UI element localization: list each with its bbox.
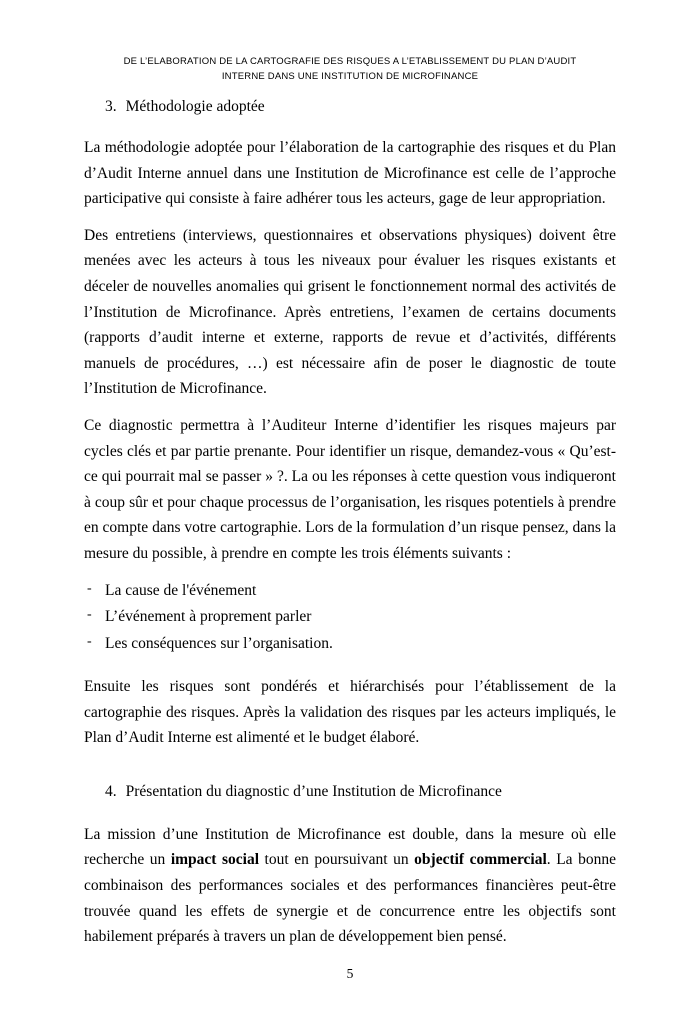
running-header-line-1: DE L’ELABORATION DE LA CARTOGRAFIE DES RISQUES A L’ETABLISSEMENT DU PLAN D’AUDIT <box>123 56 577 67</box>
running-header-line-2: INTERNE DANS UNE INSTITUTION DE MICROFINANCE <box>221 71 479 82</box>
paragraph-entretiens: Des entretiens (interviews, questionnaires et observations physiques) doivent être menées avec les acteurs à tous les niveaux pour évaluer les risques existants et déceler de nouvelles anomalies qui grisent le fonctionnement normal des activités de l’Institution de Microfinance. Après entretiens, l’examen de certains documents (rapports d’audit interne et externe, rapports de revue et d’activités, différents manuels de procédures, …) est nécessaire afin de poser le diagnostic de toute l’Institution de Microfinance. <box>84 226 616 398</box>
paragraph-methodology-intro: La méthodologie adoptée pour l’élaboration de la cartographie des risques et du Plan d’Audit Interne annuel dans une Institution de Microfinance est celle de l’approche participative qui consiste à faire adhérer tous les acteurs, gage de leur appropriation. <box>84 139 616 208</box>
bold-objectif-commercial: objectif commercial <box>414 851 547 869</box>
bold-impact-social: impact social <box>170 851 260 869</box>
risk-elements-list <box>84 578 616 658</box>
section-4-title: Présentation du diagnostic d’une Institution de Microfinance <box>125 782 502 800</box>
paragraph-ponderation: Ensuite les risques sont pondérés et hiérarchisés pour l’établissement de la cartographie des risques. Après la validation des risques par les acteurs impliqués, le Plan d’Audit Interne est alimenté et le budget élaboré. <box>84 678 616 747</box>
list-item <box>84 604 616 631</box>
section-3-heading <box>84 98 616 116</box>
paragraph-diagnostic: Ce diagnostic permettra à l’Auditeur Interne d’identifier les risques majeurs par cycles clés et par partie prenante. Pour identifier un risque, demandez-vous « Qu’est-ce qui pourrait mal se passer » ?. La ou les réponses à cette question vous indiqueront à coup sûr et pour chaque processus de l’organisation, les risques potentiels à prendre en compte dans votre cartographie. Lors de la formulation d’un risque pensez, dans la mesure du possible, à prendre en compte les trois éléments suivants : <box>84 416 616 562</box>
text-run: tout en poursuivant un <box>259 851 415 869</box>
section-3-number: 3. <box>105 98 117 115</box>
paragraph-mission <box>84 822 616 950</box>
list-item <box>84 578 616 605</box>
running-header <box>84 54 616 84</box>
text-run: La mission d’une Institution de Microfinance est double, dans la mesure où elle recherche un <box>84 825 616 869</box>
section-4-number: 4. <box>105 782 117 800</box>
list-item <box>84 631 616 658</box>
dash-bullet-icon: - <box>87 580 92 596</box>
page-number: 5 <box>346 965 354 981</box>
list-item-text: L’événement à proprement parler <box>105 608 312 625</box>
section-4-heading <box>84 783 616 801</box>
text-run: . La bonne combinaison des performances sociales et des performances financières peut-être trouvée quand les effets de synergie et de concurrence entre les objectifs sont habilement préparés à travers un plan de développement bien pensé. <box>84 851 616 946</box>
list-item-text: La cause de l'événement <box>105 581 257 599</box>
dash-bullet-icon: - <box>87 607 92 622</box>
list-item-text: Les conséquences sur l’organisation. <box>105 634 333 652</box>
dash-bullet-icon: - <box>87 633 92 649</box>
section-3-title: Méthodologie adoptée <box>125 98 265 115</box>
